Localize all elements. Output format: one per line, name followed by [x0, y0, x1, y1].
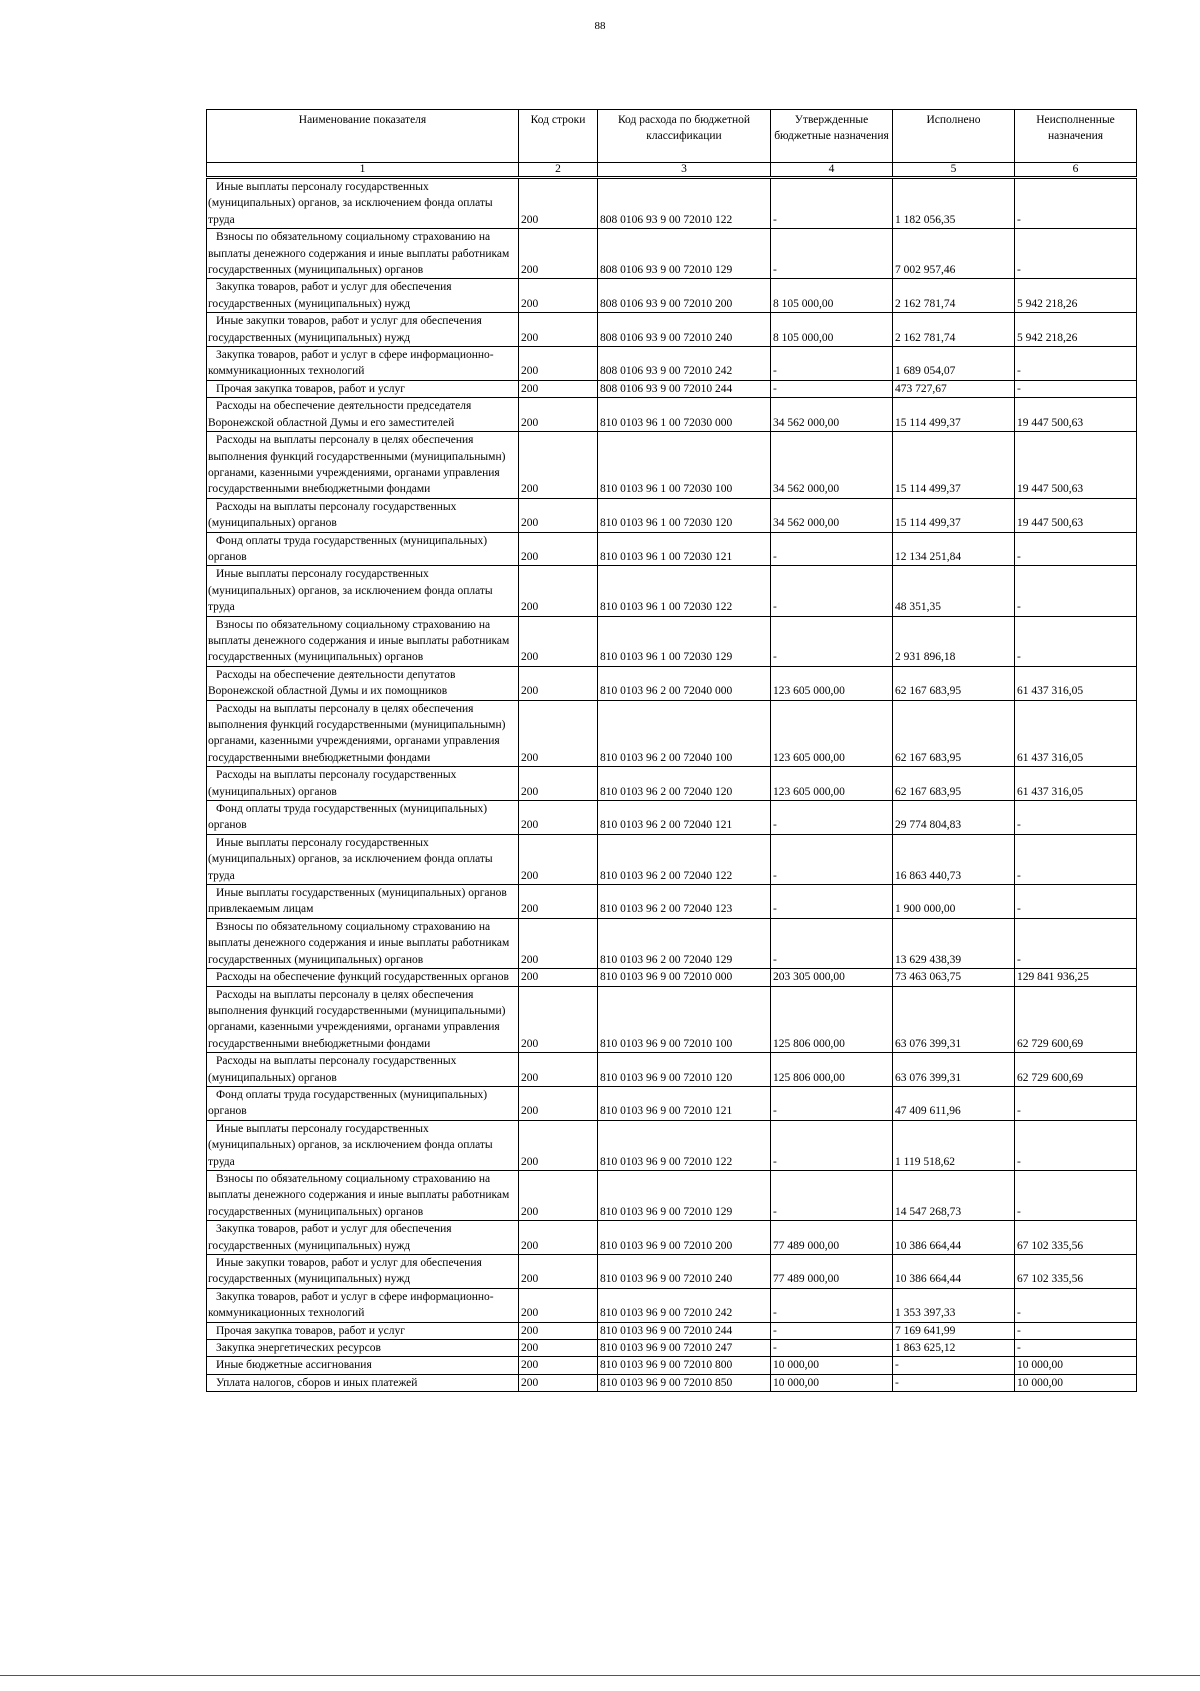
row-approved-cell: 34 562 000,00 [771, 498, 893, 532]
row-name-cell: Расходы на выплаты персоналу государственных (муниципальных) органов [207, 767, 519, 801]
header-executed: Исполнено [893, 110, 1015, 163]
row-executed-cell: 47 409 611,96 [893, 1086, 1015, 1120]
row-budget-code-cell: 810 0103 96 1 00 72030 000 [598, 398, 771, 432]
row-line-code-cell: 200 [519, 1255, 598, 1289]
row-approved-cell: 10 000,00 [771, 1357, 893, 1374]
row-budget-code-cell: 810 0103 96 9 00 72010 121 [598, 1086, 771, 1120]
row-unexecuted-cell: - [1015, 178, 1137, 229]
row-budget-code-cell: 808 0106 93 9 00 72010 244 [598, 380, 771, 397]
row-name-cell: Иные выплаты персоналу государственных (муниципальных) органов, за исключением фонда оплаты труда [207, 1120, 519, 1170]
row-executed-cell: 62 167 683,95 [893, 700, 1015, 767]
row-name-cell: Взносы по обязательному социальному страхованию на выплаты денежного содержания и иные выплаты работникам государственных (муниципальных) органов [207, 1170, 519, 1220]
row-budget-code-cell: 810 0103 96 9 00 72010 242 [598, 1288, 771, 1322]
row-executed-cell: 73 463 063,75 [893, 969, 1015, 986]
row-name-cell: Иные выплаты персоналу государственных (муниципальных) органов, за исключением фонда оплаты труда [207, 834, 519, 884]
row-executed-cell: 473 727,67 [893, 380, 1015, 397]
row-budget-code-cell: 810 0103 96 2 00 72040 000 [598, 666, 771, 700]
page-bottom-rule [0, 1675, 1200, 1676]
row-budget-code-cell: 808 0106 93 9 00 72010 129 [598, 229, 771, 279]
row-unexecuted-cell: 67 102 335,56 [1015, 1255, 1137, 1289]
row-line-code-cell: 200 [519, 1322, 598, 1339]
table-row [207, 313, 1137, 347]
row-executed-cell: 48 351,35 [893, 566, 1015, 616]
table-row [207, 432, 1137, 499]
row-unexecuted-cell: 10 000,00 [1015, 1374, 1137, 1391]
row-name-cell: Закупка товаров, работ и услуг в сфере информационно-коммуникационных технологий [207, 1288, 519, 1322]
row-line-code-cell: 200 [519, 1221, 598, 1255]
row-line-code-cell: 200 [519, 1357, 598, 1374]
row-approved-cell: - [771, 1340, 893, 1357]
row-unexecuted-cell: 19 447 500,63 [1015, 432, 1137, 499]
row-approved-cell: 10 000,00 [771, 1374, 893, 1391]
row-approved-cell: 123 605 000,00 [771, 666, 893, 700]
row-budget-code-cell: 810 0103 96 1 00 72030 122 [598, 566, 771, 616]
budget-execution-table [206, 109, 1137, 1392]
row-line-code-cell: 200 [519, 229, 598, 279]
row-line-code-cell: 200 [519, 616, 598, 666]
table-row [207, 1170, 1137, 1220]
row-budget-code-cell: 808 0106 93 9 00 72010 242 [598, 347, 771, 381]
row-executed-cell: 13 629 438,39 [893, 918, 1015, 968]
row-executed-cell: 15 114 499,37 [893, 432, 1015, 499]
page-number: 88 [594, 20, 606, 32]
row-line-code-cell: 200 [519, 498, 598, 532]
table-row [207, 178, 1137, 229]
row-budget-code-cell: 810 0103 96 9 00 72010 244 [598, 1322, 771, 1339]
row-line-code-cell: 200 [519, 1120, 598, 1170]
row-unexecuted-cell: 129 841 936,25 [1015, 969, 1137, 986]
row-line-code-cell: 200 [519, 767, 598, 801]
row-budget-code-cell: 810 0103 96 2 00 72040 123 [598, 885, 771, 919]
row-approved-cell: - [771, 616, 893, 666]
row-name-cell: Расходы на выплаты персоналу государственных (муниципальных) органов [207, 498, 519, 532]
table-row [207, 700, 1137, 767]
row-line-code-cell: 200 [519, 178, 598, 229]
row-unexecuted-cell: 62 729 600,69 [1015, 986, 1137, 1053]
row-unexecuted-cell: - [1015, 885, 1137, 919]
row-unexecuted-cell: - [1015, 380, 1137, 397]
row-executed-cell: 62 167 683,95 [893, 767, 1015, 801]
row-approved-cell: 203 305 000,00 [771, 969, 893, 986]
row-approved-cell: - [771, 229, 893, 279]
table-row [207, 566, 1137, 616]
row-budget-code-cell: 810 0103 96 2 00 72040 120 [598, 767, 771, 801]
row-budget-code-cell: 810 0103 96 9 00 72010 200 [598, 1221, 771, 1255]
row-executed-cell: 1 689 054,07 [893, 347, 1015, 381]
row-line-code-cell: 200 [519, 380, 598, 397]
table-row [207, 279, 1137, 313]
table-row [207, 1357, 1137, 1374]
row-unexecuted-cell: - [1015, 532, 1137, 566]
row-approved-cell: - [771, 918, 893, 968]
row-name-cell: Иные выплаты персоналу государственных (муниципальных) органов, за исключением фонда оплаты труда [207, 178, 519, 229]
row-budget-code-cell: 810 0103 96 2 00 72040 122 [598, 834, 771, 884]
table-row [207, 1221, 1137, 1255]
row-approved-cell: - [771, 532, 893, 566]
row-budget-code-cell: 810 0103 96 9 00 72010 100 [598, 986, 771, 1053]
row-approved-cell: 77 489 000,00 [771, 1221, 893, 1255]
row-line-code-cell: 200 [519, 700, 598, 767]
column-number: 3 [598, 163, 771, 178]
row-line-code-cell: 200 [519, 918, 598, 968]
table-row [207, 498, 1137, 532]
table-row [207, 986, 1137, 1053]
table-row [207, 1120, 1137, 1170]
row-approved-cell: 125 806 000,00 [771, 986, 893, 1053]
row-approved-cell: 125 806 000,00 [771, 1053, 893, 1087]
row-executed-cell: 29 774 804,83 [893, 801, 1015, 835]
row-executed-cell: 1 119 518,62 [893, 1120, 1015, 1170]
row-executed-cell: 63 076 399,31 [893, 986, 1015, 1053]
header-unexecuted: Неисполненные назначения [1015, 110, 1137, 163]
row-executed-cell: 12 134 251,84 [893, 532, 1015, 566]
row-unexecuted-cell: - [1015, 1170, 1137, 1220]
row-unexecuted-cell: - [1015, 1340, 1137, 1357]
table-row [207, 1374, 1137, 1391]
table-row [207, 1255, 1137, 1289]
row-approved-cell: - [771, 1086, 893, 1120]
row-line-code-cell: 200 [519, 1053, 598, 1087]
row-executed-cell: 2 931 896,18 [893, 616, 1015, 666]
row-name-cell: Закупка товаров, работ и услуг для обеспечения государственных (муниципальных) нужд [207, 1221, 519, 1255]
header-approved: Утвержденные бюджетные назначения [771, 110, 893, 163]
row-budget-code-cell: 810 0103 96 9 00 72010 120 [598, 1053, 771, 1087]
table-row [207, 380, 1137, 397]
row-name-cell: Фонд оплаты труда государственных (муниципальных) органов [207, 801, 519, 835]
row-name-cell: Прочая закупка товаров, работ и услуг [207, 1322, 519, 1339]
column-number: 5 [893, 163, 1015, 178]
table-row [207, 767, 1137, 801]
row-executed-cell: 15 114 499,37 [893, 498, 1015, 532]
row-executed-cell: 63 076 399,31 [893, 1053, 1015, 1087]
row-name-cell: Расходы на выплаты персоналу в целях обеспечения выполнения функций государственными (муниципальнымн) органами, казенными учреждениями, органами управления государственными внебюджетными фондами [207, 700, 519, 767]
row-approved-cell: - [771, 178, 893, 229]
table-row [207, 1086, 1137, 1120]
row-name-cell: Расходы на выплаты персоналу в целях обеспечения выполнения функций государственными (муниципальными) органами, казенными учреждениями, органами управления государственными внебюджетными фондами [207, 986, 519, 1053]
row-budget-code-cell: 808 0106 93 9 00 72010 240 [598, 313, 771, 347]
row-budget-code-cell: 810 0103 96 1 00 72030 129 [598, 616, 771, 666]
row-budget-code-cell: 810 0103 96 9 00 72010 122 [598, 1120, 771, 1170]
row-name-cell: Закупка товаров, работ и услуг для обеспечения государственных (муниципальных) нужд [207, 279, 519, 313]
row-unexecuted-cell: - [1015, 834, 1137, 884]
table-row [207, 1288, 1137, 1322]
row-budget-code-cell: 808 0106 93 9 00 72010 122 [598, 178, 771, 229]
table-row [207, 918, 1137, 968]
row-name-cell: Иные выплаты персоналу государственных (муниципальных) органов, за исключением фонда оплаты труда [207, 566, 519, 616]
row-budget-code-cell: 810 0103 96 1 00 72030 100 [598, 432, 771, 499]
row-unexecuted-cell: 19 447 500,63 [1015, 398, 1137, 432]
row-line-code-cell: 200 [519, 347, 598, 381]
row-line-code-cell: 200 [519, 834, 598, 884]
row-unexecuted-cell: - [1015, 1086, 1137, 1120]
table-row [207, 969, 1137, 986]
row-unexecuted-cell: 61 437 316,05 [1015, 700, 1137, 767]
row-line-code-cell: 200 [519, 969, 598, 986]
row-name-cell: Расходы на обеспечение функций государственных органов [207, 969, 519, 986]
row-approved-cell: - [771, 1322, 893, 1339]
column-number: 1 [207, 163, 519, 178]
row-line-code-cell: 200 [519, 885, 598, 919]
row-name-cell: Взносы по обязательному социальному страхованию на выплаты денежного содержания и иные выплаты работникам государственных (муниципальных) органов [207, 616, 519, 666]
row-budget-code-cell: 810 0103 96 9 00 72010 000 [598, 969, 771, 986]
row-unexecuted-cell: - [1015, 801, 1137, 835]
row-budget-code-cell: 808 0106 93 9 00 72010 200 [598, 279, 771, 313]
row-approved-cell: - [771, 1170, 893, 1220]
row-line-code-cell: 200 [519, 1374, 598, 1391]
table-row [207, 532, 1137, 566]
row-line-code-cell: 200 [519, 1086, 598, 1120]
row-line-code-cell: 200 [519, 532, 598, 566]
row-approved-cell: - [771, 380, 893, 397]
table-row [207, 347, 1137, 381]
row-budget-code-cell: 810 0103 96 9 00 72010 850 [598, 1374, 771, 1391]
column-number: 6 [1015, 163, 1137, 178]
row-approved-cell: 34 562 000,00 [771, 432, 893, 499]
row-unexecuted-cell: - [1015, 1322, 1137, 1339]
row-budget-code-cell: 810 0103 96 2 00 72040 100 [598, 700, 771, 767]
row-line-code-cell: 200 [519, 666, 598, 700]
header-budget-code: Код расхода по бюджетной классификации [598, 110, 771, 163]
row-approved-cell: - [771, 566, 893, 616]
row-name-cell: Уплата налогов, сборов и иных платежей [207, 1374, 519, 1391]
column-number: 2 [519, 163, 598, 178]
row-budget-code-cell: 810 0103 96 1 00 72030 120 [598, 498, 771, 532]
table-row [207, 616, 1137, 666]
row-name-cell: Закупка товаров, работ и услуг в сфере информационно-коммуникационных технологий [207, 347, 519, 381]
row-executed-cell: 15 114 499,37 [893, 398, 1015, 432]
row-executed-cell: 10 386 664,44 [893, 1255, 1015, 1289]
row-approved-cell: - [771, 1120, 893, 1170]
row-line-code-cell: 200 [519, 1170, 598, 1220]
row-name-cell: Расходы на выплаты персоналу в целях обеспечения выполнения функций государственными (муниципальнымн) органами, казенными учреждениями, органами управления государственными внебюджетными фондами [207, 432, 519, 499]
row-unexecuted-cell: - [1015, 1288, 1137, 1322]
row-unexecuted-cell: - [1015, 1120, 1137, 1170]
row-line-code-cell: 200 [519, 801, 598, 835]
row-executed-cell: 2 162 781,74 [893, 279, 1015, 313]
row-line-code-cell: 200 [519, 1288, 598, 1322]
row-executed-cell: 16 863 440,73 [893, 834, 1015, 884]
row-name-cell: Расходы на обеспечение деятельности депутатов Воронежской областной Думы и их помощников [207, 666, 519, 700]
row-approved-cell: - [771, 834, 893, 884]
row-approved-cell: - [771, 347, 893, 381]
row-executed-cell: 1 900 000,00 [893, 885, 1015, 919]
row-unexecuted-cell: 5 942 218,26 [1015, 313, 1137, 347]
row-line-code-cell: 200 [519, 313, 598, 347]
row-unexecuted-cell: 10 000,00 [1015, 1357, 1137, 1374]
column-number: 4 [771, 163, 893, 178]
table-row [207, 885, 1137, 919]
row-budget-code-cell: 810 0103 96 1 00 72030 121 [598, 532, 771, 566]
row-executed-cell: 2 162 781,74 [893, 313, 1015, 347]
row-line-code-cell: 200 [519, 398, 598, 432]
row-executed-cell: 10 386 664,44 [893, 1221, 1015, 1255]
row-budget-code-cell: 810 0103 96 9 00 72010 129 [598, 1170, 771, 1220]
row-approved-cell: 123 605 000,00 [771, 767, 893, 801]
row-name-cell: Иные закупки товаров, работ и услуг для обеспечения государственных (муниципальных) нужд [207, 1255, 519, 1289]
row-name-cell: Иные бюджетные ассигнования [207, 1357, 519, 1374]
row-executed-cell: 1 182 056,35 [893, 178, 1015, 229]
row-unexecuted-cell: 62 729 600,69 [1015, 1053, 1137, 1087]
row-approved-cell: 123 605 000,00 [771, 700, 893, 767]
row-name-cell: Иные закупки товаров, работ и услуг для обеспечения государственных (муниципальных) нужд [207, 313, 519, 347]
row-name-cell: Прочая закупка товаров, работ и услуг [207, 380, 519, 397]
row-name-cell: Взносы по обязательному социальному страхованию на выплаты денежного содержания и иные выплаты работникам государственных (муниципальных) органов [207, 229, 519, 279]
table-body [207, 178, 1137, 1392]
row-approved-cell: 77 489 000,00 [771, 1255, 893, 1289]
row-unexecuted-cell: 61 437 316,05 [1015, 767, 1137, 801]
table-row [207, 398, 1137, 432]
row-approved-cell: 34 562 000,00 [771, 398, 893, 432]
row-unexecuted-cell: - [1015, 229, 1137, 279]
header-indicator-name: Наименование показателя [207, 110, 519, 163]
header-line-code: Код строки [519, 110, 598, 163]
row-executed-cell: 7 002 957,46 [893, 229, 1015, 279]
row-unexecuted-cell: 5 942 218,26 [1015, 279, 1137, 313]
row-budget-code-cell: 810 0103 96 2 00 72040 121 [598, 801, 771, 835]
row-approved-cell: - [771, 801, 893, 835]
row-executed-cell: - [893, 1357, 1015, 1374]
row-name-cell: Расходы на выплаты персоналу государственных (муниципальных) органов [207, 1053, 519, 1087]
table-row [207, 834, 1137, 884]
row-name-cell: Расходы на обеспечение деятельности председателя Воронежской областной Думы и его заместителей [207, 398, 519, 432]
row-executed-cell: 1 863 625,12 [893, 1340, 1015, 1357]
row-name-cell: Закупка энергетических ресурсов [207, 1340, 519, 1357]
table-row [207, 1340, 1137, 1357]
row-budget-code-cell: 810 0103 96 9 00 72010 800 [598, 1357, 771, 1374]
row-name-cell: Иные выплаты государственных (муниципальных) органов привлекаемым лицам [207, 885, 519, 919]
row-approved-cell: 8 105 000,00 [771, 279, 893, 313]
row-executed-cell: 1 353 397,33 [893, 1288, 1015, 1322]
table-row [207, 801, 1137, 835]
row-budget-code-cell: 810 0103 96 9 00 72010 240 [598, 1255, 771, 1289]
row-unexecuted-cell: - [1015, 566, 1137, 616]
row-executed-cell: 7 169 641,99 [893, 1322, 1015, 1339]
row-line-code-cell: 200 [519, 1340, 598, 1357]
row-budget-code-cell: 810 0103 96 9 00 72010 247 [598, 1340, 771, 1357]
row-name-cell: Взносы по обязательному социальному страхованию на выплаты денежного содержания и иные выплаты работникам государственных (муниципальных) органов [207, 918, 519, 968]
row-unexecuted-cell: 19 447 500,63 [1015, 498, 1137, 532]
table-row [207, 666, 1137, 700]
row-approved-cell: - [771, 885, 893, 919]
row-executed-cell: 14 547 268,73 [893, 1170, 1015, 1220]
row-unexecuted-cell: - [1015, 347, 1137, 381]
row-unexecuted-cell: - [1015, 616, 1137, 666]
row-name-cell: Фонд оплаты труда государственных (муниципальных) органов [207, 1086, 519, 1120]
row-unexecuted-cell: - [1015, 918, 1137, 968]
table-row [207, 229, 1137, 279]
row-unexecuted-cell: 61 437 316,05 [1015, 666, 1137, 700]
row-name-cell: Фонд оплаты труда государственных (муниципальных) органов [207, 532, 519, 566]
table-row [207, 1322, 1137, 1339]
row-executed-cell: 62 167 683,95 [893, 666, 1015, 700]
row-line-code-cell: 200 [519, 432, 598, 499]
row-line-code-cell: 200 [519, 566, 598, 616]
row-line-code-cell: 200 [519, 986, 598, 1053]
table-row [207, 1053, 1137, 1087]
row-line-code-cell: 200 [519, 279, 598, 313]
row-approved-cell: 8 105 000,00 [771, 313, 893, 347]
row-approved-cell: - [771, 1288, 893, 1322]
row-executed-cell: - [893, 1374, 1015, 1391]
row-unexecuted-cell: 67 102 335,56 [1015, 1221, 1137, 1255]
row-budget-code-cell: 810 0103 96 2 00 72040 129 [598, 918, 771, 968]
